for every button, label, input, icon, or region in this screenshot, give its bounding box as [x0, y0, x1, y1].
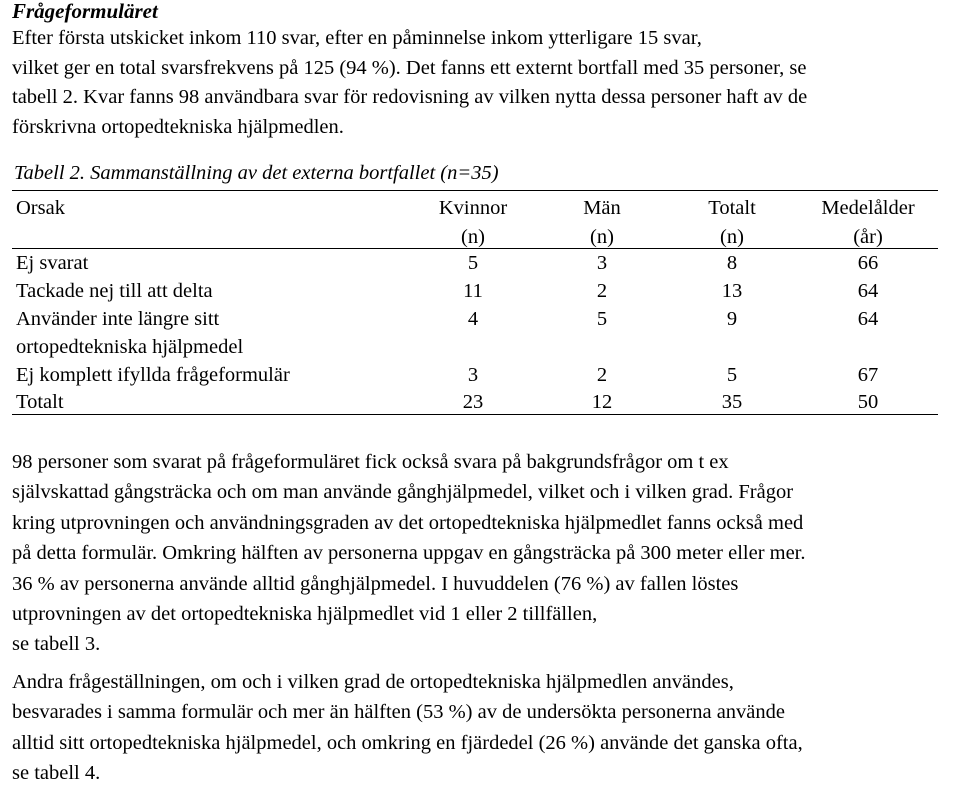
cell-kvinnor: 5	[467, 252, 479, 274]
table-row-label-continued: ortopedtekniska hjälpmedel	[16, 336, 244, 358]
cell-man: 2	[596, 364, 608, 386]
header-man	[570, 194, 634, 252]
header-medelalder-unit: (år)	[853, 226, 883, 248]
header-totalt-unit: (n)	[720, 226, 744, 248]
cell-kvinnor: 11	[463, 280, 483, 302]
cell-totalt: 9	[726, 308, 738, 330]
body-paragraph-usage: Andra frågeställningen, om och i vilken grad de ortopedtekniska hjälpmedlen användes, besvarades i samma formulär och mer än hälften (53 %) av de undersökta personerna använde alltid sitt ortopedtekniska hjälpmedel, och omkring en fjärdedel (26 %) använde det ganska ofta, se tabell 4.	[12, 671, 803, 785]
cell-man: 5	[596, 308, 608, 330]
table-bottom-rule	[12, 414, 938, 415]
table-header-rule	[12, 248, 938, 249]
cell-kvinnor: 4	[467, 308, 479, 330]
body-paragraph-background: 98 personer som svarat på frågeformuläret fick också svara på bakgrundsfrågor om t ex självskattad gångsträcka och om man använde gånghjälpmedel, vilket och i vilken grad. Frågor kring utprovningen och användningsgraden av det ortopedtekniska hjälpmedlet fanns också med på detta formulär. Omkring hälften av personerna uppgav en gångsträcka på 300 meter eller mer. 36 % av personerna använde alltid gånghjälpmedel. I huvuddelen (76 %) av fallen löstes utprovningen av det ortopedtekniska hjälpmedlet vid 1 eller 2 tillfällen, se tabell 3.	[12, 451, 806, 656]
intro-paragraph: Efter första utskicket inkom 110 svar, efter en påminnelse inkom ytterligare 15 svar, vilket ger en total svarsfrekvens på 125 (94 %). Det fanns ett externt bortfall med 35 personer, se tabell 2. Kvar fanns 98 användbara svar för redovisning av vilken nytta dessa personer haft av de förskrivna ortopedtekniska hjälpmedlen.	[12, 27, 808, 138]
cell-medelalder: 64	[857, 308, 879, 330]
table-row-label: Ej komplett ifyllda frågeformulär	[16, 364, 290, 386]
header-kvinnor	[427, 194, 519, 252]
header-medelalder	[806, 194, 930, 252]
table-row-label: Ej svarat	[16, 252, 89, 274]
cell-medelalder: 67	[857, 364, 879, 386]
header-orsak: Orsak	[16, 197, 65, 219]
cell-medelalder: 66	[857, 252, 879, 274]
header-man-label: Män	[583, 197, 621, 219]
cell-totalt: 5	[726, 364, 738, 386]
header-kvinnor-unit: (n)	[461, 226, 485, 248]
cell-man: 12	[591, 391, 613, 413]
section-heading: Frågeformuläret	[12, 0, 158, 23]
cell-medelalder: 50	[857, 391, 879, 413]
cell-totalt: 13	[721, 280, 743, 302]
table-caption: Tabell 2. Sammanställning av det externa bortfallet (n=35)	[14, 162, 499, 184]
header-totalt	[694, 194, 770, 252]
table-row-label-total: Totalt	[16, 391, 64, 413]
table-row-label: Tackade nej till att delta	[16, 280, 213, 302]
cell-man: 3	[596, 252, 608, 274]
header-kvinnor-label: Kvinnor	[438, 197, 508, 219]
table-row-label: Använder inte längre sitt	[16, 308, 220, 330]
cell-medelalder: 64	[857, 280, 879, 302]
table-top-rule	[12, 190, 938, 191]
cell-kvinnor: 3	[467, 364, 479, 386]
cell-man: 2	[596, 280, 608, 302]
header-man-unit: (n)	[590, 226, 614, 248]
header-totalt-label: Totalt	[708, 197, 756, 219]
header-medelalder-label: Medelålder	[821, 197, 915, 219]
cell-totalt: 8	[726, 252, 738, 274]
cell-totalt: 35	[721, 391, 743, 413]
cell-kvinnor: 23	[462, 391, 484, 413]
